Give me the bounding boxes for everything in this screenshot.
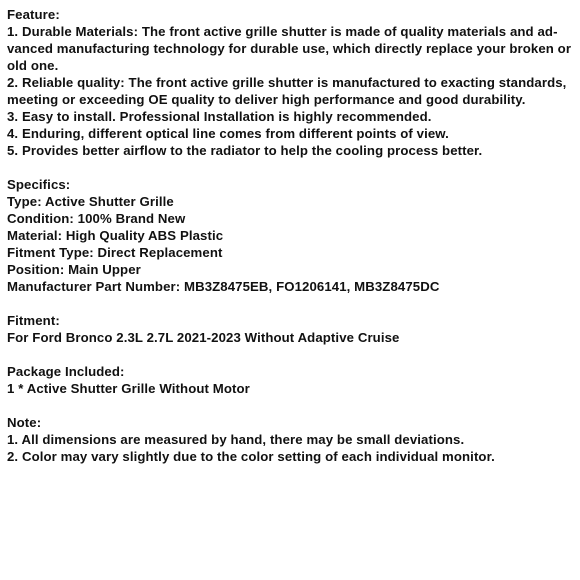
package-section <box>7 363 573 397</box>
note-heading: Note: <box>7 415 42 430</box>
specifics-line: Condition: 100% Brand New <box>7 211 186 226</box>
product-description <box>7 6 573 465</box>
specifics-heading: Specifics: <box>7 177 71 192</box>
note-line: 1. All dimensions are measured by hand, there may be small deviations. <box>7 432 465 447</box>
note-section <box>7 414 573 465</box>
note-line: 2. Color may vary slightly due to the color setting of each individual monitor. <box>7 449 495 464</box>
feature-line: meeting or exceeding OE quality to deliver high performance and good durability. <box>7 92 526 107</box>
feature-line: old one. <box>7 58 59 73</box>
section-spacer <box>7 295 573 312</box>
feature-line: 1. Durable Materials: The front active grille shutter is made of quality materials and ad- <box>7 24 558 39</box>
feature-line: 3. Easy to install. Professional Installation is highly recommended. <box>7 109 432 124</box>
specifics-line: Type: Active Shutter Grille <box>7 194 174 209</box>
fitment-section <box>7 312 573 346</box>
package-line: 1 * Active Shutter Grille Without Motor <box>7 381 250 396</box>
feature-line: 2. Reliable quality: The front active grille shutter is manufactured to exacting standards, <box>7 75 567 90</box>
feature-line: vanced manufacturing technology for durable use, which directly replace your broken or <box>7 41 572 56</box>
specifics-line: Position: Main Upper <box>7 262 141 277</box>
section-spacer <box>7 346 573 363</box>
specifics-line: Material: High Quality ABS Plastic <box>7 228 224 243</box>
section-spacer <box>7 159 573 176</box>
feature-line: 5. Provides better airflow to the radiator to help the cooling process better. <box>7 143 483 158</box>
fitment-line: For Ford Bronco 2.3L 2.7L 2021-2023 Without Adaptive Cruise <box>7 330 400 345</box>
feature-line: 4. Enduring, different optical line comes from different points of view. <box>7 126 449 141</box>
fitment-heading: Fitment: <box>7 313 60 328</box>
specifics-line: Manufacturer Part Number: MB3Z8475EB, FO1206141, MB3Z8475DC <box>7 279 440 294</box>
specifics-section <box>7 176 573 295</box>
package-heading: Package Included: <box>7 364 125 379</box>
specifics-line: Fitment Type: Direct Replacement <box>7 245 223 260</box>
feature-section <box>7 6 573 159</box>
feature-heading: Feature: <box>7 7 60 22</box>
section-spacer <box>7 397 573 414</box>
